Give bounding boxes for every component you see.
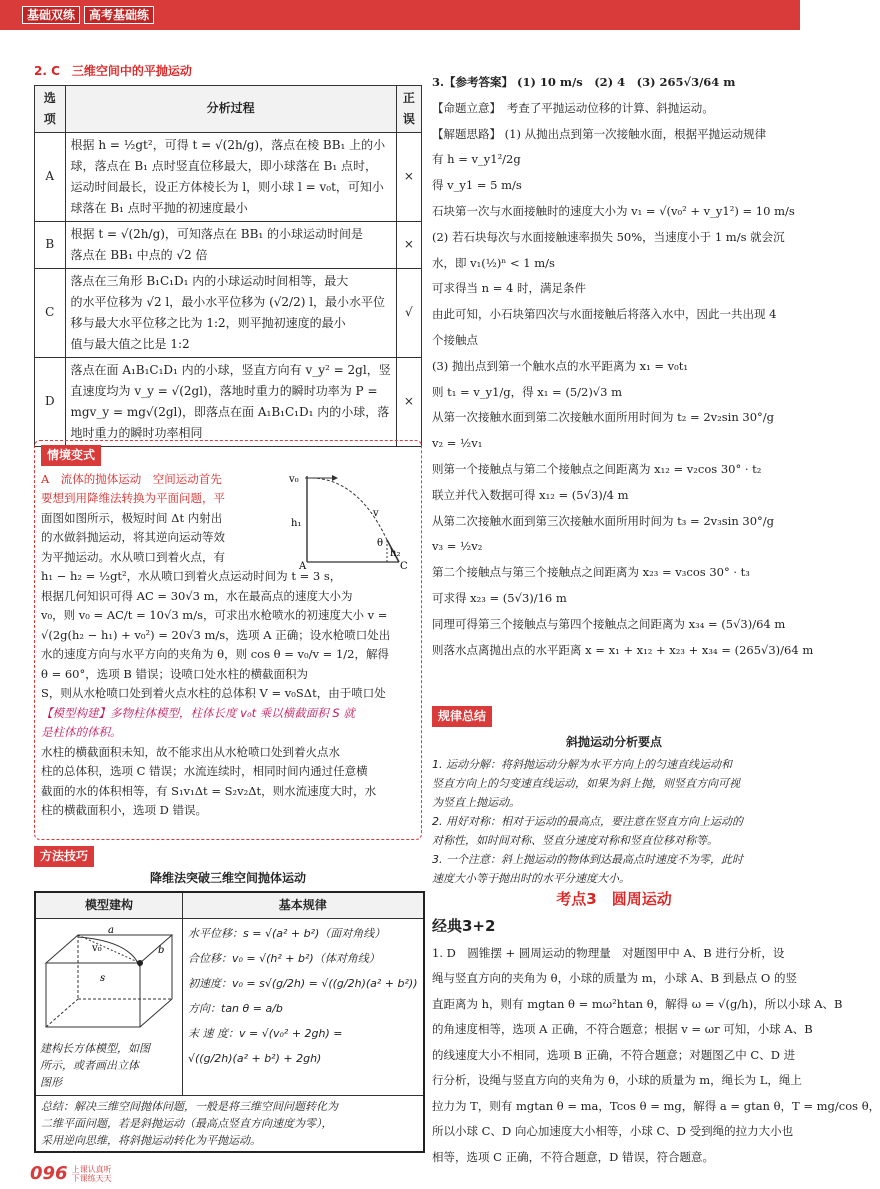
q3-line: (3) 抛出点到第一个触水点的水平距离为 x₁ = v₀t₁ (432, 358, 688, 373)
q2-title: 2. C 三维空间中的平抛运动 (34, 64, 192, 78)
cuboid-figure (40, 923, 178, 1033)
analysis-line: 落点在面 A₁B₁C₁D₁ 内的小球，竖直方向有 v_y² = 2gl，竖 (70, 362, 391, 377)
scenario-body (41, 470, 415, 821)
col-rules: 基本规律 (183, 892, 424, 919)
label-h1: h₁ (291, 517, 302, 529)
analysis-line: 的水平位移为 √2 l，最小水平位移为 (√2/2) l，最小水平位 (70, 294, 386, 309)
q1-line: 的线速度大小不相同，选项 B 正确，不符合题意；对题图乙中 C、D 进 (432, 1047, 796, 1062)
label-A: A (299, 560, 307, 572)
footer-brand-1: 上课认真听 (71, 1164, 112, 1174)
q3-line: 第二个接触点与第三个接触点之间距离为 x₂₃ = v₃cos 30° · t₃ (432, 565, 750, 580)
row-option: A (35, 132, 66, 221)
label-C: C (400, 560, 408, 572)
method-subtitle: 降维法突破三维空间抛体运动 (149, 870, 306, 885)
q3-line: 同理可得第三个接触点与第四个接触点之间距离为 x₃₄ = (5√3)/64 m (432, 616, 786, 631)
row-analysis (65, 357, 396, 446)
analysis-line: 球落在 B₁ 点时平抛的初速度最小 (70, 200, 248, 215)
header-tags (22, 6, 154, 24)
q3-line: 则落水点离抛出点的水平距离 x = x₁ + x₁₂ + x₂₃ + x₃₄ = (265√3)/64 m (432, 642, 814, 657)
method-tag: 方法技巧 (34, 846, 94, 867)
rule-point: 速度大小等于抛出时的水平分速度大小。 (432, 872, 630, 886)
q1-line: 相等，选项 C 正确，不符合题意，D 错误，符合题意。 (432, 1149, 714, 1164)
analysis-line: 直速度均为 v_y = √(2gl)，落地时重力的瞬时功率为 P = (70, 383, 378, 398)
analysis-line: 球，落点在 B₁ 点时竖直位移最大，即小球落在 B₁ 点时， (70, 158, 378, 173)
q1-line: 行分析，设绳与竖直方向的夹角为 θ，小球的质量为 m，绳长为 L，绳上 (432, 1073, 802, 1087)
rule-point: 2. 用好对称：相对于运动的最高点，要注意在竖直方向上运动的 (432, 815, 743, 829)
q3-line: 可求得当 n = 4 时，满足条件 (432, 281, 586, 296)
q3-line: 则 t₁ = v_y1/g，得 x₁ = (5/2)√3 m (432, 384, 623, 399)
q1-line: 拉力为 T，则有 mgtan θ = ma，Tcos θ = mg，解得 a = gtan θ，T = mg/cos θ， (432, 1098, 880, 1113)
q3-line: 水，即 v₁(½)ⁿ < 1 m/s (432, 255, 555, 270)
row-analysis (65, 221, 396, 268)
rule-point: 3. 一个注意：斜上抛运动的物体到达最高点时速度不为零，此时 (432, 853, 743, 867)
q3-line: 可求得 x₂₃ = (5√3)/16 m (432, 590, 567, 605)
scenario-line: 水柱的横截面积未知，故不能求出从水枪喷口处到着火点水 (41, 744, 340, 759)
method-section (34, 846, 422, 1153)
rule-line: 末 速 度：v = √(v₀² + 2gh) = (188, 1027, 343, 1041)
col-option: 选项 (35, 85, 66, 132)
scenario-box (34, 440, 422, 840)
label-a: a (108, 925, 114, 937)
scenario-line: 截面的水的体积相等，有 S₁v₁Δt = S₂v₂Δt，则水流速度大时，水 (41, 783, 377, 798)
summary-cell (35, 1096, 424, 1153)
scenario-line: 要想到用降维法转换为平面问题，平 (41, 491, 225, 506)
analysis-line: 值与最大值之比是 1:2 (70, 336, 190, 351)
label-v0: v₀ (289, 473, 299, 485)
row-option: C (35, 268, 66, 357)
page-number: 096 (30, 1163, 68, 1184)
rule-point: 1. 运动分解：将斜抛运动分解为水平方向上的匀速直线运动和 (432, 758, 732, 772)
topic3-section (432, 888, 880, 1170)
q3-line: 有 h = v_y1²/2g (432, 152, 521, 167)
rule-line: 方向：tan θ = a/b (188, 1002, 283, 1016)
rule-summary-tag: 规律总结 (432, 706, 492, 727)
label-h2: h₂ (390, 547, 401, 559)
row-mark: √ (396, 268, 421, 357)
rule-point: 竖直方向上的匀变速直线运动，如果为斜上抛，则竖直方向可视 (432, 777, 740, 791)
model-text: 图形 (40, 1076, 62, 1090)
q2-section (34, 62, 422, 447)
model-note: 【模型构建】多物柱体模型，柱体长度 v₀t 乘以横截面积 S 就 (41, 705, 355, 720)
scenario-line: S，则从水枪喷口处到着火点水柱的总体积 V = v₀SΔt，由于喷口处 (41, 686, 386, 701)
topic3-subtitle: 经典3+2 (432, 917, 496, 936)
rule-line: 水平位移：s = √(a² + b²)（面对角线） (188, 927, 386, 941)
water-jet-figure (287, 470, 409, 570)
q3-line: v₃ = ½v₂ (432, 539, 483, 554)
scenario-line: θ = 60°，选项 B 错误；设喷口处水柱的横截面积为 (41, 666, 309, 681)
footer-brand-2: 下课练天天 (71, 1173, 112, 1183)
row-option: D (35, 357, 66, 446)
q3-line: 从第二次接触水面到第三次接触水面所用时间为 t₃ = 2v₃sin 30°/g (432, 513, 775, 528)
rule-point: 为竖直上抛运动。 (432, 796, 520, 810)
row-analysis (65, 268, 396, 357)
table-row (35, 221, 422, 268)
scenario-line: 柱的总体积，选项 C 错误；水流连续时，相同时间内通过任意横 (41, 764, 368, 779)
label-theta: θ (377, 537, 384, 549)
row-mark: × (396, 357, 421, 446)
table-row (35, 357, 422, 446)
scenario-line: 水的速度方向与水平方向的夹角为 θ，则 cos θ = v₀/v = 1/2，解得 (41, 647, 389, 662)
scenario-line: 的水做斜抛运动，将其逆向运动等效 (41, 530, 225, 545)
analysis-line: 地时重力的瞬时功率相同 (70, 425, 203, 440)
scenario-line: √(2g(h₂ − h₁) + v₀²) = 20√3 m/s，选项 A 正确；设水枪喷口处出 (41, 627, 391, 642)
scenario-line: 根据几何知识可得 AC = 30√3 m，水在最高点的速度大小为 (41, 588, 353, 603)
row-analysis (65, 132, 396, 221)
q2-table (34, 85, 422, 447)
q3-line: 【命题立意】 考查了平抛运动位移的计算、斜抛运动。 (432, 100, 714, 115)
label-s: s (100, 973, 106, 985)
footer (30, 1160, 112, 1188)
q1-line: 直距离为 h，则有 mgtan θ = mω²htan θ，解得 ω = √(g/h)，所以小球 A、B (432, 996, 843, 1011)
q3-line: 由此可知，小石块第四次与水面接触后将落入水中，因此一共出现 4 (432, 307, 777, 322)
table-row (35, 132, 422, 221)
q3-line: 联立并代入数据可得 x₁₂ = (5√3)/4 m (432, 487, 629, 502)
q3-section (432, 70, 814, 663)
rule-summary-section (432, 706, 796, 888)
summary-line: 总结：解决三维空间抛体问题，一般是将三维空间问题转化为 (41, 1100, 338, 1114)
q1-line: 所以小球 C、D 向心加速度大小相等，小球 C、D 受到绳的拉力大小也 (432, 1124, 794, 1138)
model-text: 所示，或者画出立体 (40, 1059, 139, 1073)
q1-head: 1. D 圆锥摆 + 圆周运动的物理量 对题图甲中 A、B 进行分析，设 (432, 945, 785, 960)
scenario-line: 为平抛运动。水从喷口到着火点，有 (41, 549, 225, 564)
rule-line: 初速度：v₀ = s√(g/2h) = √((g/2h)(a² + b²)) (188, 977, 418, 991)
q3-line: 【解题思路】 (1) 从抛出点到第一次接触水面，根据平抛运动规律 (432, 126, 767, 141)
scenario-line: h₁ − h₂ = ½gt²，水从喷口到着火点运动时间为 t = 3 s， (41, 569, 342, 584)
analysis-line: 落点在三角形 B₁C₁D₁ 内的小球运动时间相等，最大 (70, 273, 349, 288)
row-option: B (35, 221, 66, 268)
topic3-title: 考点3 圆周运动 (556, 890, 672, 908)
q1-line: 的角速度相等，选项 A 正确，不符合题意；根据 v = ωr 可知，小球 A、B (432, 1022, 813, 1036)
model-note: 是柱体的体积。 (41, 725, 122, 740)
summary-line: 二维平面问题，若是斜抛运动（最高点竖直方向速度为零）， (41, 1117, 333, 1131)
q3-line: 从第一次接触水面到第二次接触水面所用时间为 t₂ = 2v₂sin 30°/g (432, 410, 775, 425)
model-cell (35, 919, 183, 1096)
q3-line: 石块第一次与水面接触时的速度大小为 v₁ = √(v₀² + v_y1²) = 10 m/s (432, 203, 795, 218)
q3-line: (2) 若石块每次与水面接触速率损失 50%，当速度小于 1 m/s 就会沉 (432, 229, 785, 244)
col-judge: 正误 (396, 85, 421, 132)
col-model: 模型建构 (35, 892, 183, 919)
q3-line: 得 v_y1 = 5 m/s (432, 178, 522, 193)
analysis-line: mgv_y = mg√(2gl)，即落点在面 A₁B₁C₁D₁ 内的小球，落 (70, 404, 390, 419)
row-mark: × (396, 221, 421, 268)
header-tag-gaokao: 高考基础练 (84, 6, 154, 24)
label-v: v (373, 507, 379, 519)
summary-line: 采用逆向思维，将斜抛运动转化为平抛运动。 (41, 1134, 261, 1148)
analysis-line: 运动时间最长，设正方体棱长为 l，则小球 l = v₀t，可知小 (70, 179, 384, 194)
rule-point: 对称性，如时间对称、竖直分速度对称和竖直位移对称等。 (432, 834, 718, 848)
q3-line: 个接触点 (432, 332, 478, 347)
rule-line: 合位移：v₀ = √(h² + b²)（体对角线） (188, 952, 380, 966)
rule-line: √((g/2h)(a² + b²) + 2gh) (188, 1052, 322, 1066)
method-table (34, 891, 425, 1153)
q3-line: v₂ = ½v₁ (432, 436, 483, 451)
analysis-line: 根据 t = √(2h/g)，可知落点在 BB₁ 的小球运动时间是 (70, 226, 364, 241)
q3-answer: 3.【参考答案】 (1) 10 m/s (2) 4 (3) 265√3/64 m (432, 75, 736, 89)
analysis-line: 根据 h = ½gt²，可得 t = √(2h/g)，落点在棱 BB₁ 上的小 (70, 137, 386, 152)
header-tag-basic: 基础双练 (22, 6, 80, 24)
q1-line: 绳与竖直方向的夹角为 θ，小球的质量为 m，小球 A、B 到悬点 O 的竖 (432, 971, 797, 985)
rules-cell (183, 919, 424, 1096)
col-analysis: 分析过程 (65, 85, 396, 132)
model-text: 建构长方体模型，如图 (40, 1042, 150, 1056)
analysis-line: 移与最大水平位移之比为 1:2，则平抛初速度的最小 (70, 315, 346, 330)
rule-summary-subtitle: 斜抛运动分析要点 (565, 734, 662, 749)
table-row (35, 268, 422, 357)
scenario-line: 柱的横截面积小，选项 D 错误。 (41, 803, 208, 818)
scenario-line: A 流体的抛体运动 空间运动首先 (41, 471, 222, 486)
scenario-line: 面图如图所示，极短时间 Δt 内射出 (41, 510, 223, 525)
label-b: b (158, 945, 165, 957)
analysis-line: 落点在 BB₁ 中点的 √2 倍 (70, 247, 208, 262)
row-mark: × (396, 132, 421, 221)
label-v0: v₀ (92, 943, 102, 955)
q3-line: 则第一个接触点与第二个接触点之间距离为 x₁₂ = v₂cos 30° · t₂ (432, 461, 762, 476)
scenario-tag: 情境变式 (41, 445, 101, 466)
scenario-line: v₀，则 v₀ = AC/t = 10√3 m/s，可求出水枪喷水的初速度大小 v = (41, 608, 388, 623)
